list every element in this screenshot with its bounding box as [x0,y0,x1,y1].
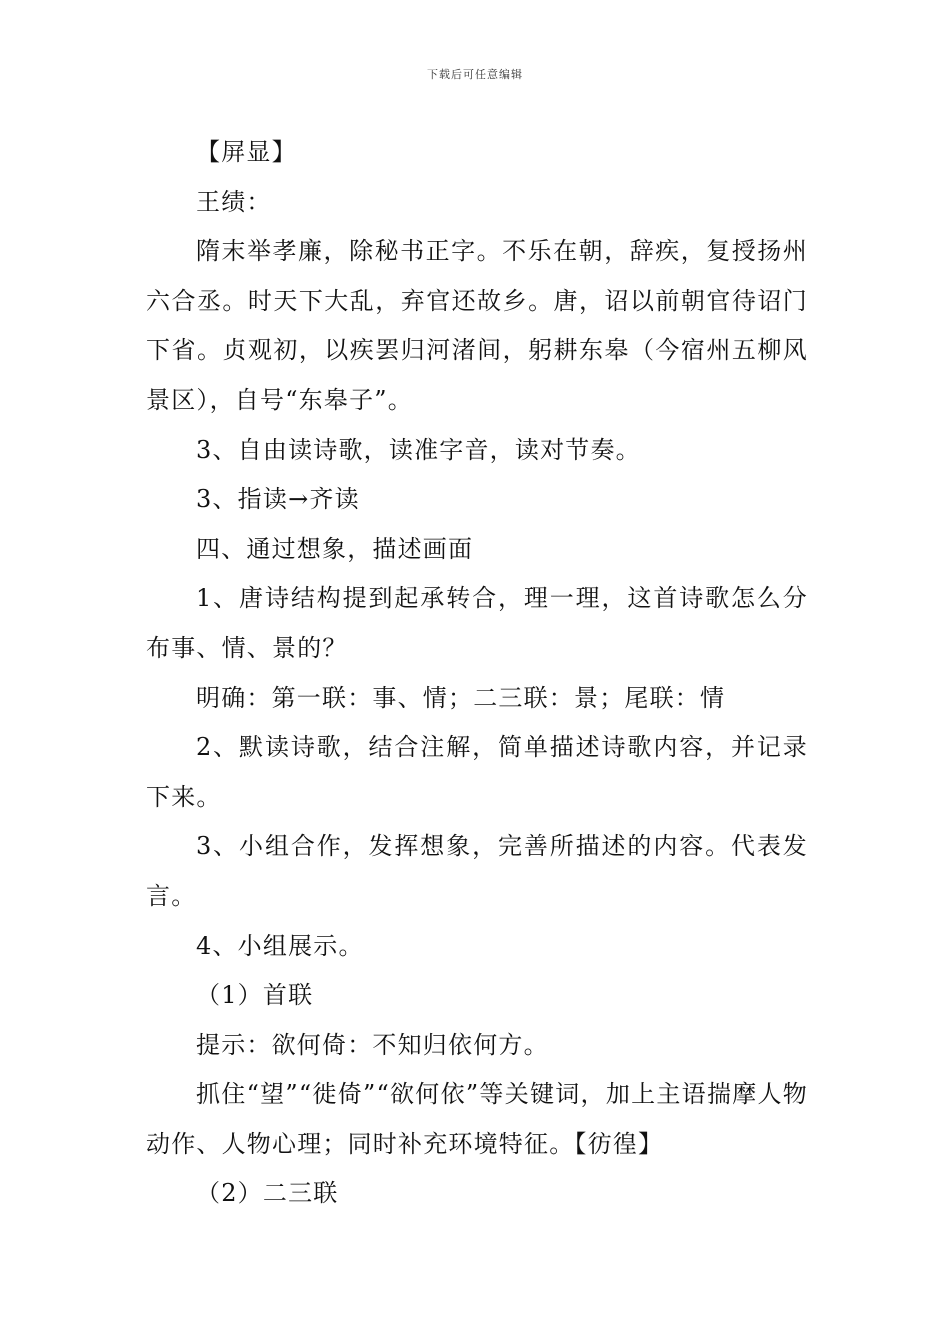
paragraph-second-third-couplets: （2）二三联 [196,1179,339,1208]
paragraph-silent-reading: 2、默读诗歌，结合注解，简单描述诗歌内容，并记录下来。 [146,733,808,811]
paragraph-structure-answer: 明确：第一联：事、情；二三联：景；尾联：情 [196,683,726,712]
paragraph-screen-label: 【屏显】 [196,138,297,166]
paragraph-group-display: 4、小组展示。 [196,931,364,960]
paragraph-author-bio: 隋末举孝廉，除秘书正字。不乐在朝，辞疾，复授扬州六合丞。时天下大乱，弃官还故乡。唐，诏以前朝官待诏门下省。贞观初，以疾罢归河渚间，躬耕东皋（今宿州五柳风景区），自号“东皋子”。 [146,237,808,414]
paragraph-step-guided-reading: 3、指读→齐读 [196,485,360,514]
paragraph-step-free-reading: 3、自由读诗歌，读准字音，读对节奏。 [196,435,641,464]
paragraph-group-work: 3、小组合作，发挥想象，完善所描述的内容。代表发言。 [146,832,808,910]
paragraph-structure-question: 1、唐诗结构提到起承转合，理一理，这首诗歌怎么分布事、情、景的？ [146,584,808,662]
paragraph-keywords-guidance: 抓住“望”“徙倚”“欲何依”等关键词，加上主语揣摩人物动作、人物心理；同时补充环境特征。【彷徨】 [146,1080,808,1158]
document-body [146,128,808,1219]
page-header-note: 下载后可任意编辑 [427,68,523,81]
paragraph-hint: 提示：欲何倚：不知归依何方。 [196,1030,549,1059]
paragraph-section-four-heading: 四、通过想象，描述画面 [196,534,474,563]
paragraph-first-couplet: （1）首联 [196,981,314,1010]
paragraph-author-name: 王绩： [196,187,272,216]
